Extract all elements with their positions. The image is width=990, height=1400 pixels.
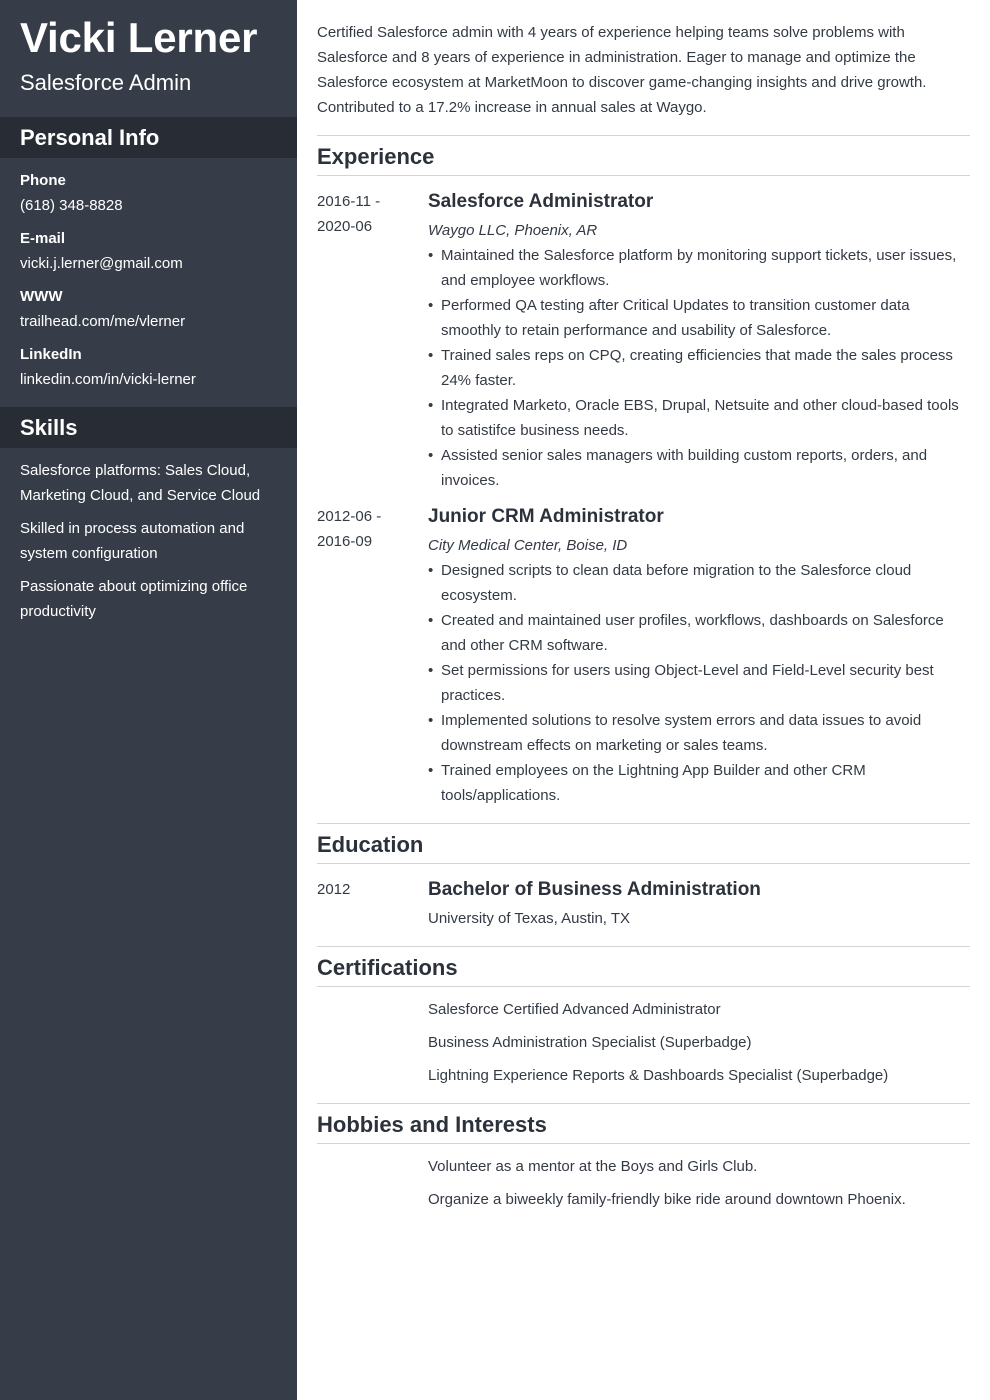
skill-item: Skilled in process automation and system configuration — [20, 520, 245, 562]
job-bullet: • Implemented solutions to resolve system errors and data issues to avoid downstream effects on marketing or sales teams. — [428, 708, 970, 758]
hobbies-list — [428, 1154, 970, 1220]
job-bullet: • Set permissions for users using Object-Level and Field-Level security best practices. — [428, 658, 970, 708]
job-title: Junior CRM Administrator — [428, 506, 664, 527]
job-bullet: • Integrated Marketo, Oracle EBS, Drupal, Netsuite and other cloud-based tools to satistifce business needs. — [428, 393, 970, 443]
job-bullet: • Trained sales reps on CPQ, creating efficiencies that made the sales process 24% faster. — [428, 343, 970, 393]
skills-heading: Skills — [0, 407, 297, 448]
skills-list — [20, 458, 285, 632]
www-label: WWW — [20, 288, 63, 305]
job-date-start: 2012-06 - — [317, 508, 382, 525]
education-body — [428, 877, 970, 931]
education-heading: Education — [317, 823, 970, 864]
job-bullets — [428, 243, 970, 493]
linkedin-value[interactable]: linkedin.com/in/vicki-lerner — [20, 371, 196, 388]
job-bullet: • Maintained the Salesforce platform by monitoring support tickets, user issues, and employee workflows. — [428, 243, 970, 293]
job-body — [428, 189, 970, 493]
education-degree: Bachelor of Business Administration — [428, 879, 761, 900]
job-body — [428, 504, 970, 808]
www-value[interactable]: trailhead.com/me/vlerner — [20, 313, 186, 330]
phone-block — [20, 168, 285, 218]
experience-heading: Experience — [317, 135, 970, 176]
job-company: Waygo LLC, Phoenix, AR — [428, 222, 598, 239]
summary-paragraph: Certified Salesforce admin with 4 years of experience helping teams solve problems with Salesforce and 8 years of experience in administration. Eager to manage and optimize the Salesforce ecosystem at MarketMoon to discover game-changing insights and drive growth. Contributed to a 17.2% increase in annual sales at Waygo. — [317, 24, 927, 116]
email-value[interactable]: vicki.j.lerner@gmail.com — [20, 255, 183, 272]
email-block — [20, 226, 285, 276]
education-year: 2012 — [317, 881, 351, 898]
job-date-end: 2020-06 — [317, 218, 373, 235]
hobby-item: Volunteer as a mentor at the Boys and Girls Club. — [428, 1158, 758, 1175]
job-company: City Medical Center, Boise, ID — [428, 537, 628, 554]
sidebar — [0, 0, 297, 1400]
job-bullet: • Created and maintained user profiles, workflows, dashboards on Salesforce and other CRM software. — [428, 608, 970, 658]
candidate-name: Vicki Lerner — [20, 14, 258, 61]
job-dates — [317, 189, 417, 239]
email-label: E-mail — [20, 230, 66, 247]
education-school: University of Texas, Austin, TX — [428, 910, 631, 927]
certification-item: Salesforce Certified Advanced Administrator — [428, 1001, 721, 1018]
hobby-item: Organize a biweekly family-friendly bike ride around downtown Phoenix. — [428, 1191, 906, 1208]
www-block — [20, 284, 285, 334]
phone-label: Phone — [20, 172, 66, 189]
job-bullet: • Performed QA testing after Critical Updates to transition customer data smoothly to retain performance and usability of Salesforce. — [428, 293, 970, 343]
job-dates — [317, 504, 417, 554]
phone-value: (618) 348-8828 — [20, 197, 123, 214]
certification-item: Business Administration Specialist (Superbadge) — [428, 1034, 752, 1051]
personal-info-heading: Personal Info — [0, 117, 297, 158]
linkedin-block — [20, 342, 285, 392]
job-bullet: • Designed scripts to clean data before migration to the Salesforce cloud ecosystem. — [428, 558, 970, 608]
skill-item: Passionate about optimizing office productivity — [20, 578, 248, 620]
certifications-heading: Certifications — [317, 946, 970, 987]
skill-item: Salesforce platforms: Sales Cloud, Marketing Cloud, and Service Cloud — [20, 462, 261, 504]
job-bullet: • Trained employees on the Lightning App Builder and other CRM tools/applications. — [428, 758, 970, 808]
certifications-list — [428, 997, 970, 1096]
job-title: Salesforce Administrator — [428, 191, 654, 212]
hobbies-heading: Hobbies and Interests — [317, 1103, 970, 1144]
linkedin-label: LinkedIn — [20, 346, 82, 363]
candidate-title: Salesforce Admin — [20, 70, 192, 95]
job-bullets — [428, 558, 970, 808]
job-bullet: • Assisted senior sales managers with building custom reports, orders, and invoices. — [428, 443, 970, 493]
certification-item: Lightning Experience Reports & Dashboards Specialist (Superbadge) — [428, 1067, 889, 1084]
job-date-start: 2016-11 - — [317, 193, 381, 210]
job-date-end: 2016-09 — [317, 533, 373, 550]
